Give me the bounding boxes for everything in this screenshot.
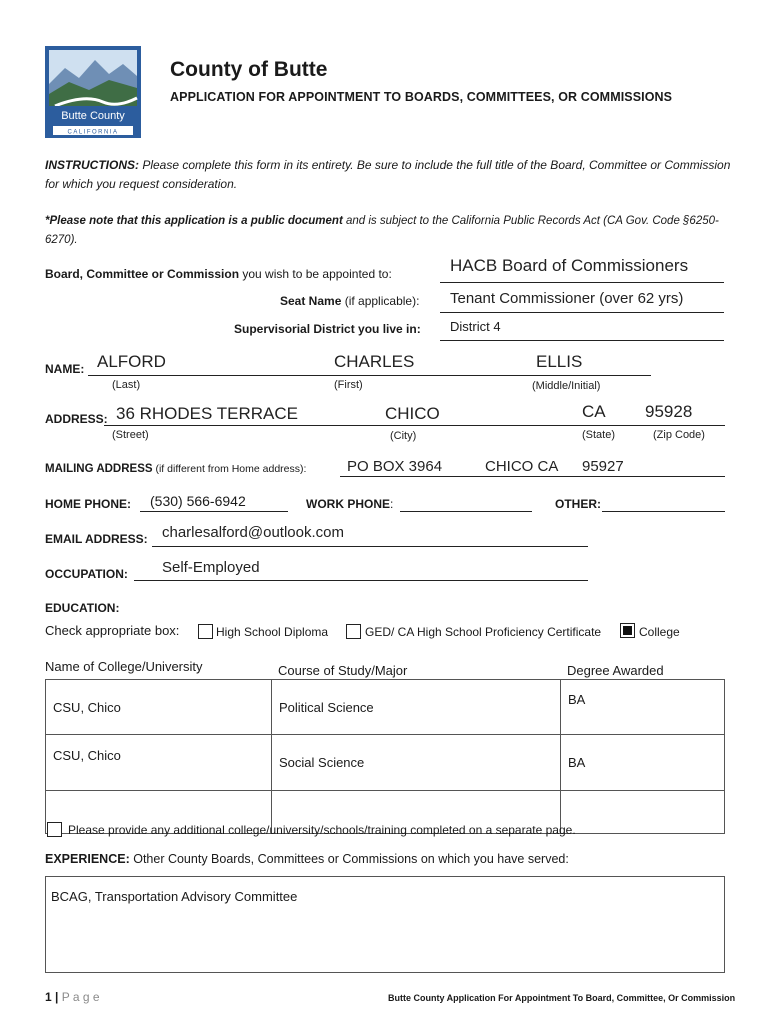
first-caption: (First) xyxy=(334,379,363,391)
work-phone-field[interactable] xyxy=(400,511,532,512)
college-checkbox[interactable] xyxy=(620,623,635,638)
degree-cell[interactable]: BA xyxy=(561,680,725,735)
board-label xyxy=(45,267,392,281)
last-caption: (Last) xyxy=(112,379,141,391)
board-label-bold: Board, Committee or Commission xyxy=(45,267,240,281)
experience-value: BCAG, Transportation Advisory Committee xyxy=(51,889,298,904)
seat-field[interactable]: Tenant Commissioner (over 62 yrs) xyxy=(450,290,684,307)
email-field[interactable]: charlesalford@outlook.com xyxy=(162,524,344,541)
district-field[interactable]: District 4 xyxy=(450,319,501,334)
experience-label-bold: EXPERIENCE: xyxy=(45,852,130,866)
street-field[interactable]: 36 RHODES TERRACE xyxy=(116,404,299,423)
table-row xyxy=(46,680,725,735)
experience-label-rest: Other County Boards, Committees or Commissions on which you have served: xyxy=(129,852,569,866)
mailing-label xyxy=(45,463,306,475)
instructions-lead: INSTRUCTIONS: xyxy=(45,158,139,172)
additional-training-label: Please provide any additional college/university/schools/training completed on a separate page. xyxy=(68,823,576,837)
occupation-label: OCCUPATION: xyxy=(45,567,128,581)
address-label: ADDRESS: xyxy=(45,412,108,426)
major-cell[interactable]: Political Science xyxy=(272,680,561,735)
name-underline xyxy=(88,375,651,376)
work-phone-label-bold: WORK PHONE xyxy=(306,497,390,511)
note-text: and is subject to the California Public Records Act (CA Gov. Code §6250-6270). xyxy=(45,215,719,246)
board-field[interactable]: HACB Board of Commissioners xyxy=(450,256,689,275)
seat-label-bold: Seat Name xyxy=(280,294,342,308)
page-number xyxy=(45,990,100,1004)
board-label-rest: you wish to be appointed to: xyxy=(239,267,392,281)
street-caption: (Street) xyxy=(112,429,149,441)
email-underline xyxy=(152,546,588,547)
district-underline xyxy=(440,340,724,341)
middle-name-field[interactable]: ELLIS xyxy=(536,352,583,371)
middle-caption: (Middle/Initial) xyxy=(532,380,601,392)
city-caption: (City) xyxy=(390,430,417,442)
seat-label-rest: (if applicable): xyxy=(341,294,420,308)
college-label: College xyxy=(639,625,680,639)
high-school-checkbox[interactable] xyxy=(198,624,213,639)
major-cell[interactable]: Social Science xyxy=(272,735,561,791)
occupation-field[interactable]: Self-Employed xyxy=(162,559,260,576)
home-phone-underline xyxy=(140,511,288,512)
degree-cell[interactable]: BA xyxy=(561,735,725,791)
instructions-text: Please complete this form in its entirety. Be sure to include the full title of the Board, Committee or Commission for which you request consideration. xyxy=(45,158,731,191)
col-header-college: Name of College/University xyxy=(45,659,203,674)
mailing-zip-field[interactable]: 95927 xyxy=(582,458,624,475)
logo-text: Butte County xyxy=(61,110,125,122)
name-label: NAME: xyxy=(45,362,85,376)
form-subtitle: APPLICATION FOR APPOINTMENT TO BOARDS, COMMITTEES, OR COMMISSIONS xyxy=(170,90,673,104)
seat-label xyxy=(280,294,419,308)
seat-underline xyxy=(440,312,724,313)
zip-caption: (Zip Code) xyxy=(653,429,705,441)
instructions xyxy=(45,156,735,194)
logo-subtext: CALIFORNIA xyxy=(67,129,119,136)
ged-checkbox[interactable] xyxy=(346,624,361,639)
col-header-major: Course of Study/Major xyxy=(278,663,408,678)
mailing-label-bold: MAILING ADDRESS xyxy=(45,463,153,475)
col-header-degree: Degree Awarded xyxy=(567,663,664,678)
district-label: Supervisorial District you live in: xyxy=(234,322,421,336)
other-phone-field[interactable] xyxy=(602,511,725,512)
table-row xyxy=(46,735,725,791)
other-phone-label: OTHER: xyxy=(555,497,601,511)
college-cell[interactable]: CSU, Chico xyxy=(46,735,272,791)
state-field[interactable]: CA xyxy=(582,402,606,421)
board-underline xyxy=(440,282,724,283)
experience-label xyxy=(45,852,569,866)
education-heading: EDUCATION: xyxy=(45,601,120,615)
high-school-label: High School Diploma xyxy=(216,625,329,639)
mailing-label-rest: (if different from Home address): xyxy=(152,463,307,475)
zip-field[interactable]: 95928 xyxy=(645,402,693,421)
page-sep: | xyxy=(51,990,62,1004)
mailing-city-field[interactable]: CHICO CA xyxy=(485,458,559,475)
home-phone-label: HOME PHONE: xyxy=(45,497,132,511)
butte-county-logo xyxy=(45,46,141,138)
city-field[interactable]: CHICO xyxy=(385,404,440,423)
address-underline xyxy=(104,425,725,426)
occupation-underline xyxy=(134,580,588,581)
page-num: 1 xyxy=(45,990,52,1004)
page-word: P a g e xyxy=(61,990,100,1004)
form-title: County of Butte xyxy=(170,58,328,81)
education-table xyxy=(45,679,725,834)
additional-training-checkbox[interactable] xyxy=(47,822,62,837)
home-phone-field[interactable]: (530) 566-6942 xyxy=(150,493,246,509)
ged-label: GED/ CA High School Proficiency Certificate xyxy=(365,625,602,639)
mailing-street-field[interactable]: PO BOX 3964 xyxy=(347,458,443,475)
public-document-note xyxy=(45,212,735,250)
last-name-field[interactable]: ALFORD xyxy=(97,352,166,371)
experience-textarea[interactable] xyxy=(45,876,725,973)
work-phone-label xyxy=(306,497,393,511)
footer-title: Butte County Application For Appointment To Board, Committee, Or Commission xyxy=(388,993,736,1003)
email-label: EMAIL ADDRESS: xyxy=(45,532,148,546)
work-phone-colon: : xyxy=(390,497,394,511)
education-check-label: Check appropriate box: xyxy=(45,623,180,638)
state-caption: (State) xyxy=(582,429,616,441)
mailing-underline xyxy=(340,476,725,477)
college-cell[interactable]: CSU, Chico xyxy=(46,680,272,735)
first-name-field[interactable]: CHARLES xyxy=(334,352,415,371)
note-lead: *Please note that this application is a public document xyxy=(45,215,343,227)
degree-cell[interactable] xyxy=(561,791,725,834)
